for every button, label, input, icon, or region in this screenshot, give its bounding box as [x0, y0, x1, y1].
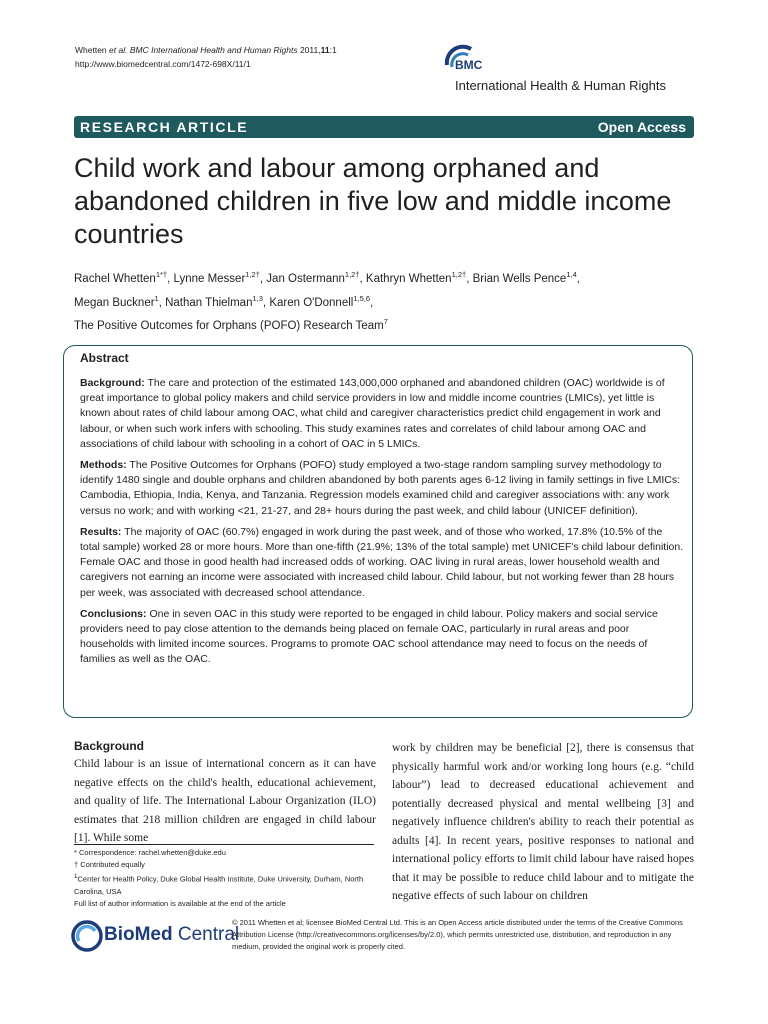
- abstract-methods: [80, 458, 684, 519]
- license-text: © 2011 Whetten et al; licensee BioMed Central Ltd. This is an Open Access article distributed under the terms of the Creative Commons Attribution License (http://creativecommons.org/licenses/by/2.0), which permits unrestricted use, distribution, and reproduction in any medium, provided the original work is properly cited.: [232, 918, 683, 951]
- author-item[interactable]: [74, 293, 159, 309]
- affiliation-note: [74, 871, 376, 898]
- author-affiliation-sup: 1,3: [252, 293, 263, 303]
- author-affiliation-sup: 1*†: [155, 270, 168, 279]
- author-name: Karen O'Donnell: [269, 296, 354, 309]
- abstract-text: The Positive Outcomes for Orphans (POFO) study employed a two-stage random sampling survey methodology to identify 1480 single and double orphans and children abandoned by both parents ages 6-12 living in family settings in five LMICs: Cambodia, Ethiopia, India, Kenya, and Tanzania. Regression models examined child and caregiver associations with: any work versus no work; and with working <21, 21-27, and 28+ hours during the past week, and child labour (UNICEF definition).: [80, 459, 681, 517]
- open-access-label: Open Access: [597, 119, 686, 135]
- citation-issue: :1: [329, 45, 337, 55]
- author-item[interactable]: [472, 270, 577, 285]
- citation-header: [75, 43, 337, 71]
- biomed-wordmark-bold: BioMed: [104, 924, 173, 945]
- citation-journal: BMC International Health and Human Rights: [129, 45, 298, 55]
- author-item[interactable]: [266, 270, 360, 285]
- footnote-divider: [74, 844, 374, 845]
- abstract-label: Methods:: [80, 459, 127, 472]
- abstract-label: Background:: [80, 377, 145, 389]
- abstract-background: [80, 376, 684, 452]
- affiliation-text: Center for Health Policy, Duke Global Health Institute, Duke University, Durham, North Carolina, USA: [74, 874, 364, 896]
- article-type-banner: [74, 116, 694, 138]
- author-name: Brian Wells Pence: [472, 272, 567, 285]
- author-affiliation-sup: 1,5,6: [353, 293, 371, 303]
- author-name: Rachel Whetten: [74, 272, 156, 285]
- author-name: Jan Ostermann: [266, 272, 345, 285]
- contributed-note: † Contributed equally: [74, 860, 145, 869]
- author-affiliation-sup: 1,4: [566, 270, 577, 279]
- author-name: Megan Buckner: [74, 296, 155, 309]
- author-item[interactable]: [269, 293, 371, 309]
- affiliation-sup: 1: [74, 873, 78, 880]
- author-item[interactable]: [173, 270, 260, 285]
- correspondence-note: * Correspondence: rachel.whetten@duke.edu: [74, 848, 226, 857]
- citation-line: [75, 43, 337, 57]
- footnotes: [74, 847, 376, 910]
- author-affiliation-sup: 1,2†: [245, 270, 260, 279]
- article-type-label: RESEARCH ARTICLE: [80, 119, 249, 135]
- author-name: Kathryn Whetten: [365, 272, 452, 285]
- abstract-text: The care and protection of the estimated 143,000,000 orphaned and abandoned children (OAC) worldwide is of great importance to global policy makers and child service providers in low and middle income countries (LMICs), yet little is known about rates of child labour among OAC, what child and caregiver characteristics predict child engagement in work and labour, or when such work infers with schooling. This study examines rates and correlates of child labour among OAC and associations of child labour with schooling in a cohort of OAC in 5 LMICs.: [80, 377, 665, 450]
- background-heading: Background: [74, 739, 145, 753]
- abstract-heading: Abstract: [80, 351, 129, 365]
- citation-authors: Whetten: [75, 45, 107, 55]
- author-item[interactable]: [165, 293, 263, 309]
- journal-name: International Health & Human Rights: [455, 78, 667, 93]
- abstract-label: Results:: [80, 525, 122, 538]
- abstract-text: One in seven OAC in this study were reported to be engaged in child labour. Policy makers and social service providers need to pay close attention to the demands being placed on female OAC, particularly in rural areas and poor households with limited income sources. Programs to promote OAC school attendance may need to focus on the needs of families as well as the OAC.: [80, 607, 658, 666]
- abstract-results: [80, 525, 684, 601]
- background-column-right: work by children may be beneficial [2], there is consensus that physically harmful work and/or working long hours (e.g. “child labour”) lead to decreased educational achievement and potentially decreased physical and mental wellbeing [3] and negatively influence children's ability to reach their potential as adults [4]. In recent years, positive responses to national and international policy efforts to limit child labour have raised hopes that it may be possible to reduce child labour and to mitigate the negative effects of such labour on children: [392, 742, 694, 902]
- citation-url[interactable]: http://www.biomedcentral.com/1472-698X/11/1: [75, 59, 251, 69]
- author-affiliation-sup: 1,2†: [451, 270, 467, 279]
- citation-volume: 11: [320, 45, 330, 55]
- author-list: Rachel Whetten$^{1*\dagger}$, Lynne Messer$^{1,2\dagger}$, Jan Ostermann$^{1,2\dagger}$, Kathryn Whetten$^{1,2\dagger}$, Brian Wells Pence$^{1,4}$, Megan Buckner$^1$, Nathan Thielman$^{1,3}$, Karen O'Donnell$^{1,5,6}$, The Positive Outcomes for Orphans (POFO) Research Team$^7$: [74, 270, 580, 333]
- biomed-central-logo: [70, 917, 240, 957]
- article-title: Child work and labour among orphaned and abandoned children in five low and middle income countries: [74, 153, 672, 249]
- abstract-label: Conclusions:: [80, 607, 147, 620]
- author-item[interactable]: [74, 270, 168, 285]
- biomed-wordmark-light: Central: [172, 924, 240, 945]
- abstract-body: [80, 376, 684, 674]
- author-item[interactable]: [74, 317, 388, 333]
- biomed-swirl-icon: [70, 919, 104, 953]
- journal-logo: [441, 41, 701, 97]
- author-name: Lynne Messer: [173, 272, 246, 285]
- background-column-left: Child labour is an issue of international concern as it can have negative effects on the child's health, educational achievement, and quality of life. The International Labour Organization (ILO) estimates that 218 million children are engaged in child labour [1]. While some: [74, 758, 376, 844]
- author-affiliation-sup: 1,2†: [344, 270, 360, 279]
- author-name: Nathan Thielman: [165, 296, 253, 309]
- author-info-note: Full list of author information is available at the end of the article: [74, 898, 286, 908]
- citation-year: 2011,: [299, 45, 321, 55]
- biomed-wordmark: [104, 924, 239, 946]
- bmc-letters: BMC: [455, 58, 483, 72]
- author-affiliation-sup: 7: [383, 317, 388, 327]
- author-affiliation-sup: 1: [154, 293, 159, 303]
- author-name: The Positive Outcomes for Orphans (POFO) Research Team: [74, 320, 384, 333]
- abstract-text: The majority of OAC (60.7%) engaged in work during the past week, and of those who worked, 17.8% (10.5% of the total sample) worked 28 or more hours. More than one-fifth (21.9%; 13% of the total sample) met UNICEF's child labour definition. Female OAC and those in good health had increased odds of working. OAC living in rural areas, lower household wealth and caregivers not earning an income were associated with increased child labour. Child labour, but not working fewer than 28 hours per week, was associated with decreased school attendance.: [80, 525, 684, 599]
- citation-etal: et al.: [109, 45, 128, 55]
- author-item[interactable]: [365, 270, 467, 285]
- abstract-conclusions: [80, 607, 684, 668]
